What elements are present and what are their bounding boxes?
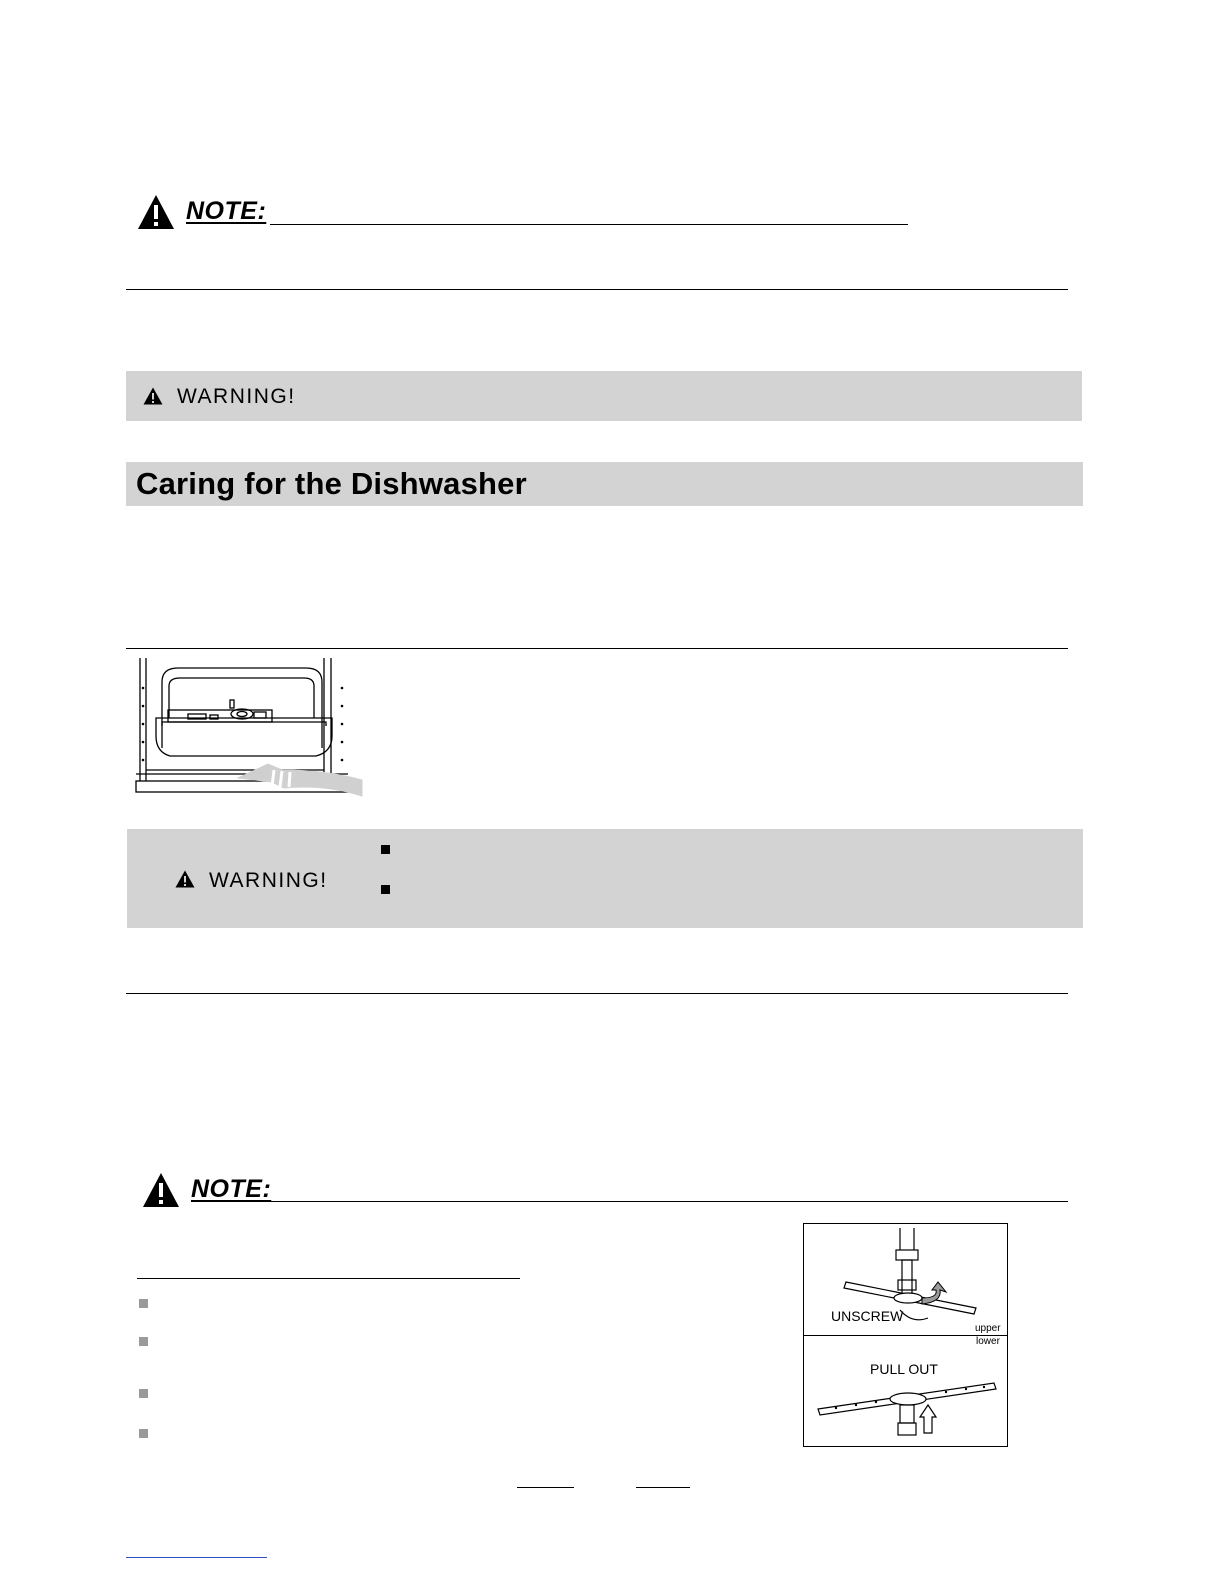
lower-tag: lower [976,1336,1000,1347]
bullet-square [381,845,390,854]
upper-caption: UNSCREW [831,1308,904,1324]
warning-triangle-icon [142,1172,180,1208]
bullet-square [381,885,390,894]
note-underline [270,224,908,225]
warning-label: WARNING! [177,385,296,408]
warning-triangle-icon [143,387,163,405]
bullet-square [139,1389,148,1398]
lower-caption: PULL OUT [870,1361,938,1377]
upper-tag: upper [975,1323,1001,1334]
dishwasher-panel-illustration [134,656,366,816]
note-label: NOTE: [186,197,267,225]
bullet-square [139,1429,148,1438]
warning-label: WARNING! [209,869,328,892]
subheading-underline [137,1278,520,1279]
footer-link-underline [126,1557,267,1558]
section-title: Caring for the Dishwasher [136,466,527,501]
warning-triangle-icon [137,194,175,230]
note-underline [270,1201,1068,1202]
lower-spray-arm-drawing [816,1379,998,1441]
footer-underline [636,1487,690,1488]
warning-panel [127,829,1083,928]
divider [126,993,1068,994]
bullet-square [139,1299,148,1308]
spray-arms-figure [803,1223,1008,1447]
divider [126,648,1068,649]
footer-underline [517,1487,574,1488]
note-label: NOTE: [191,1175,272,1203]
bullet-square [139,1337,148,1346]
divider [126,289,1068,290]
warning-banner [126,371,1082,421]
section-header [126,462,1083,506]
warning-triangle-icon [175,870,195,888]
